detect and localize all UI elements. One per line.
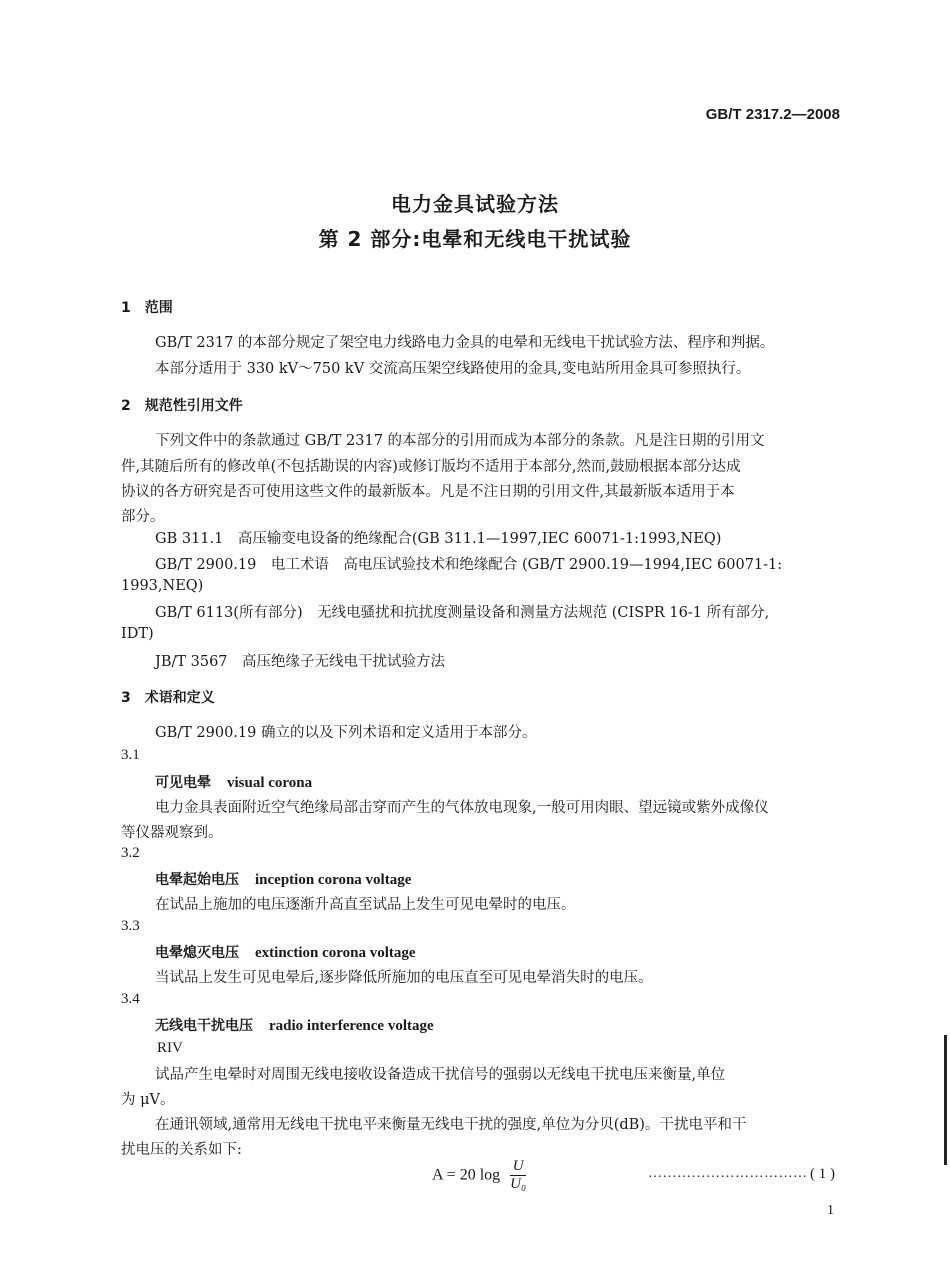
- term-3-4-title: [155, 1015, 434, 1035]
- section-2-intro-line-2: 件,其随后所有的修改单(不包括勘误的内容)或修订版均不适用于本部分,然而,鼓励根据本部分达成: [121, 459, 741, 475]
- term-3-4-en: radio interference voltage: [269, 1018, 434, 1034]
- term-3-2-en: inception corona voltage: [255, 872, 412, 888]
- section-2-intro-line-3: 协议的各方研究是否可使用这些文件的最新版本。凡是不注日期的引用文件,其最新版本适用于本: [121, 484, 735, 500]
- reference-gbt-2900-19-line-2: 1993,NEQ): [121, 578, 204, 594]
- formula-fraction: [510, 1158, 526, 1193]
- term-3-4-paragraph-2-line-2: 扰电压的关系如下:: [121, 1142, 242, 1158]
- section-3-intro: GB/T 2900.19 确立的以及下列术语和定义适用于本部分。: [155, 725, 537, 741]
- standard-number: GB/T 2317.2—2008: [705, 106, 840, 123]
- term-3-1-definition-line-1: 电力金具表面附近空气绝缘局部击穿而产生的气体放电现象,一般可用肉眼、望远镜或紫外成像仪: [155, 800, 769, 816]
- section-1-heading: 1 范围: [121, 300, 173, 316]
- term-3-2-number: 3.2: [121, 845, 140, 861]
- term-3-3-en: extinction corona voltage: [255, 945, 416, 961]
- term-3-3-zh: 电晕熄灭电压: [155, 945, 239, 961]
- formula-1: [432, 1158, 526, 1193]
- formula-leader-dots: ……………………………: [648, 1166, 808, 1181]
- reference-gb-311-1: GB 311.1 高压输变电设备的绝缘配合(GB 311.1—1997,IEC 60071-1:1993,NEQ): [155, 531, 722, 547]
- formula-numerator: U: [510, 1158, 526, 1176]
- term-3-4-number: 3.4: [121, 991, 140, 1007]
- term-3-1-definition-line-2: 等仪器观察到。: [121, 825, 223, 841]
- section-2-intro-line-1: 下列文件中的条款通过 GB/T 2317 的本部分的引用而成为本部分的条款。凡是注日期的引用文: [155, 433, 765, 449]
- term-3-4-zh: 无线电干扰电压: [155, 1018, 253, 1034]
- term-3-4-abbreviation: RIV: [157, 1040, 183, 1056]
- section-1-paragraph-1: GB/T 2317 的本部分规定了架空电力线路电力金具的电晕和无线电干扰试验方法、程序和判据。: [155, 335, 775, 351]
- page-number: 1: [827, 1203, 834, 1218]
- term-3-1-title: [155, 772, 312, 792]
- section-2-intro-line-4: 部分。: [121, 509, 165, 525]
- term-3-3-number: 3.3: [121, 918, 140, 934]
- reference-gbt-6113-line-1: GB/T 6113(所有部分) 无线电骚扰和抗扰度测量设备和测量方法规范 (CISPR 16-1 所有部分,: [155, 605, 770, 621]
- term-3-1-zh: 可见电晕: [155, 775, 211, 791]
- term-3-4-definition-line-2: 为 μV。: [121, 1092, 175, 1108]
- reference-gbt-2900-19-line-1: GB/T 2900.19 电工术语 高电压试验技术和绝缘配合 (GB/T 2900.19—1994,IEC 60071-1:: [155, 557, 783, 573]
- term-3-2-title: [155, 869, 411, 889]
- term-3-3-title: [155, 942, 416, 962]
- term-3-4-definition-line-1: 试品产生电晕时对周围无线电接收设备造成干扰信号的强弱以无线电干扰电压来衡量,单位: [155, 1067, 726, 1083]
- section-2-heading: 2 规范性引用文件: [121, 398, 243, 414]
- scan-edge-mark: [944, 1035, 947, 1165]
- section-1-paragraph-2: 本部分适用于 330 kV～750 kV 交流高压架空线路使用的金具,变电站所用金具可参照执行。: [155, 361, 751, 377]
- formula-number: ( 1 ): [810, 1166, 835, 1182]
- reference-jbt-3567: JB/T 3567 高压绝缘子无线电干扰试验方法: [155, 654, 446, 670]
- term-3-2-definition: 在试品上施加的电压逐渐升高直至试品上发生可见电晕时的电压。: [155, 897, 576, 913]
- reference-gbt-6113-line-2: IDT): [121, 626, 154, 642]
- document-subtitle: 第 2 部分:电晕和无线电干扰试验: [318, 227, 632, 251]
- formula-denominator: U₀: [510, 1176, 527, 1192]
- formula-lhs: A = 20 log: [432, 1166, 501, 1184]
- term-3-2-zh: 电晕起始电压: [155, 872, 239, 888]
- term-3-3-definition: 当试品上发生可见电晕后,逐步降低所施加的电压直至可见电晕消失时的电压。: [155, 970, 653, 986]
- term-3-1-number: 3.1: [121, 747, 140, 763]
- section-3-heading: 3 术语和定义: [121, 690, 215, 706]
- document-title: 电力金具试验方法: [391, 192, 559, 216]
- term-3-4-paragraph-2-line-1: 在通讯领域,通常用无线电干扰电平来衡量无线电干扰的强度,单位为分贝(dB)。干扰电平和干: [155, 1117, 747, 1133]
- term-3-1-en: visual corona: [227, 775, 313, 791]
